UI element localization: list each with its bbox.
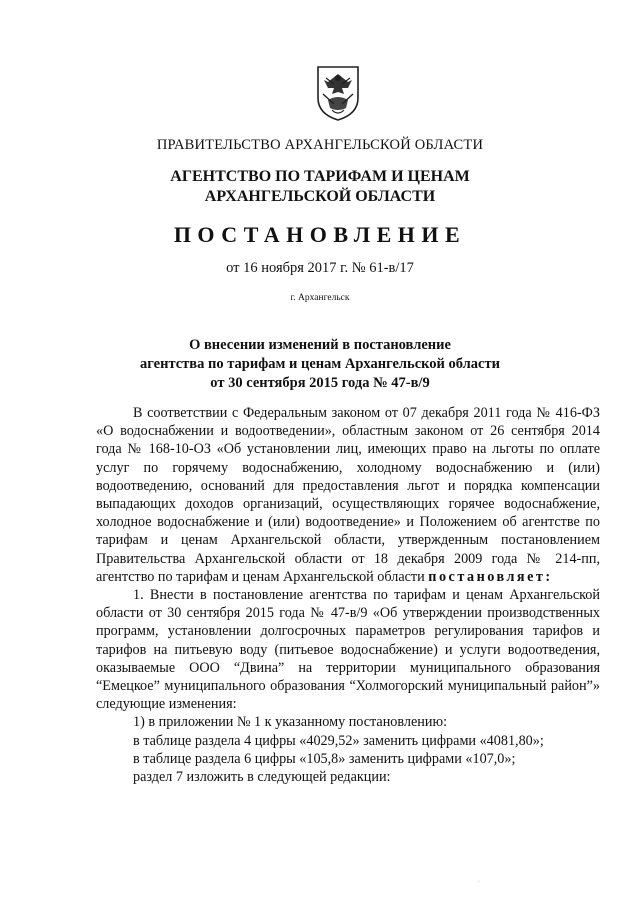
subject-line1: О внесении изменений в постановление — [189, 337, 451, 353]
preamble-paragraph — [96, 404, 600, 586]
subject-line3: от 30 сентября 2015 года № 47-в/9 — [210, 375, 430, 391]
preamble-text: В соответствии с Федеральным законом от 07 декабря 2011 года № 416-ФЗ «О водоснабжении и водоотведении», областным законом от 26 сентября 2014 года № 168-10-ОЗ «Об установлении лиц, имеющих право на льготы по оплате услуг по горячему водоснабжению, холодному водоснабжению и (или) водоотведению, оснований для предоставления льгот и порядка компенсации выпадающих доходов организаций, осуществляющих горячее водоснабжение, холодное водоснабжение и (или) водоотведение» и Положением об агентстве по тарифам и ценам Архангельской области, утвержденным постановлением Правительства Архангельской области от 18 декабря 2009 года № 214-пп, агентство по тарифам и ценам Архангельской области — [96, 405, 600, 585]
subitem-1b-paragraph: в таблице раздела 6 цифры «105,8» заменить цифрами «107,0»; — [133, 750, 516, 767]
arkhangelsk-coat-of-arms-icon — [314, 64, 362, 122]
date-and-number: от 16 ноября 2017 г. № 61-в/17 — [226, 260, 414, 276]
subitem-1a-paragraph: в таблице раздела 4 цифры «4029,52» заменить цифрами «4081,80»; — [133, 732, 544, 749]
agency-title-line1: АГЕНТСТВО ПО ТАРИФАМ И ЦЕНАМ — [170, 168, 470, 185]
agency-title — [0, 167, 640, 207]
subitem-1c-paragraph: раздел 7 изложить в следующей редакции: — [133, 769, 391, 786]
city-label: г. Архангельск — [290, 293, 350, 303]
subitem-1-paragraph: 1) в приложении № 1 к указанному постановлению: — [133, 714, 448, 731]
document-type-heading: ПОСТАНОВЛЕНИЕ — [173, 222, 467, 247]
government-title: ПРАВИТЕЛЬСТВО АРХАНГЕЛЬСКОЙ ОБЛАСТИ — [156, 137, 484, 153]
preamble-decree-word: постановляет: — [428, 568, 553, 585]
page-mark: · — [478, 879, 480, 885]
document-body — [96, 404, 600, 786]
document-subject — [0, 336, 640, 393]
agency-title-line2: АРХАНГЕЛЬСКОЙ ОБЛАСТИ — [204, 188, 436, 205]
item-1-paragraph: 1. Внести в постановление агентства по тарифам и ценам Архангельской области от 30 сентября 2015 года № 47-в/9 «Об утверждении производственных программ, установлении долгосрочных параметров регулирования тарифов и тарифов на питьевую воду (питьевое водоснабжение) и услуги водоотведения, оказываемые ООО “Двина” на территории муниципального образования “Емецкое” муниципального образования “Холмогорский муниципальный район”» следующие изменения: — [96, 587, 600, 713]
subject-line2: агентства по тарифам и ценам Архангельской области — [140, 356, 500, 372]
